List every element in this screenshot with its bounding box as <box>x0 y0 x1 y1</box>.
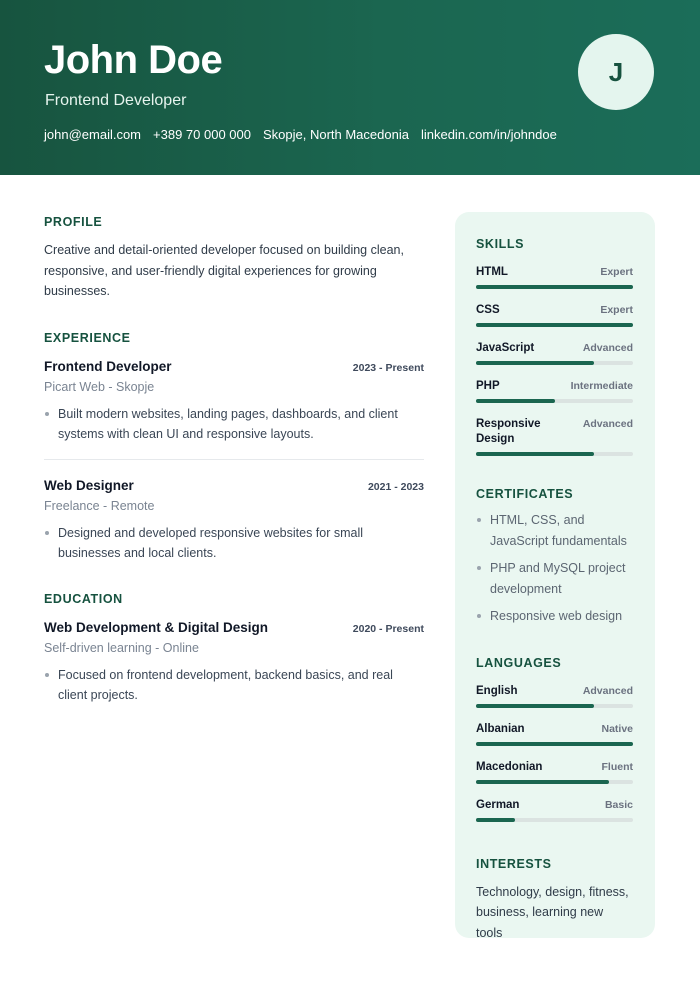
contact-list <box>44 127 557 143</box>
languages-heading: LANGUAGES <box>476 655 562 670</box>
language-bar-fill <box>476 742 633 746</box>
skill-row <box>476 379 633 394</box>
language-row <box>476 722 633 737</box>
interests-section <box>476 856 633 944</box>
language-item <box>476 722 633 746</box>
language-row <box>476 798 633 813</box>
skill-name: CSS <box>476 304 500 316</box>
job-title: Web Designer <box>44 477 134 493</box>
language-level: Basic <box>604 798 633 811</box>
main-column <box>44 214 424 706</box>
language-level: Native <box>601 722 633 735</box>
experience-section <box>44 330 424 564</box>
languages-list <box>476 684 633 822</box>
skill-bar-fill <box>476 361 594 365</box>
language-level: Fluent <box>601 760 633 773</box>
skill-level: Advanced <box>582 418 633 430</box>
skill-name: Responsive Design <box>476 418 541 445</box>
skills-section <box>476 236 633 456</box>
skill-bar-fill <box>476 285 633 289</box>
education-title: Web Development & Digital Design <box>44 619 269 635</box>
profile-text: Creative and detail-oriented developer focused on building clean, responsive, and user-friendly digital experiences for growing businesses. <box>44 243 404 298</box>
skill-bar-fill <box>476 323 633 327</box>
language-bar <box>476 704 633 708</box>
language-bar <box>476 780 633 784</box>
language-name: German <box>476 798 520 811</box>
language-bar <box>476 818 633 822</box>
education-subtitle: Self-driven learning - Online <box>44 640 199 655</box>
skills-heading: SKILLS <box>476 237 525 251</box>
education-heading: EDUCATION <box>44 591 123 606</box>
skill-name: HTML <box>476 266 508 278</box>
language-item <box>476 684 633 708</box>
contact-phone[interactable]: +389 70 000 000 <box>153 127 251 142</box>
skill-item <box>476 303 633 327</box>
certificates-list <box>476 510 633 627</box>
skill-level: Intermediate <box>570 380 633 392</box>
language-name: Macedonian <box>476 760 543 773</box>
language-item <box>476 798 633 822</box>
certificate-item: Responsive web design <box>476 606 633 627</box>
job-description: Designed and developed responsive websites for small businesses and local clients. <box>44 523 424 564</box>
job-date: 2023 - Present <box>352 361 424 374</box>
skill-bar <box>476 361 633 365</box>
skills-list <box>476 265 633 456</box>
job-company: Freelance - Remote <box>44 498 155 513</box>
certificates-heading: CERTIFICATES <box>476 487 574 501</box>
job-company: Picart Web - Skopje <box>44 379 155 394</box>
candidate-name: John Doe <box>44 38 223 82</box>
skill-name: PHP <box>476 380 500 392</box>
skill-item <box>476 379 633 403</box>
education-section <box>44 591 424 706</box>
skill-item <box>476 417 633 456</box>
experience-divider <box>44 459 424 460</box>
skill-bar <box>476 452 633 456</box>
contact-email[interactable]: john@email.com <box>44 127 142 142</box>
education-date: 2020 - Present <box>352 622 424 635</box>
language-level: Advanced <box>582 684 633 697</box>
languages-section <box>476 655 633 822</box>
skill-bar <box>476 323 633 327</box>
experience-item <box>44 477 424 564</box>
avatar <box>578 34 654 110</box>
experience-heading: EXPERIENCE <box>44 330 131 345</box>
contact-location: Skopje, North Macedonia <box>262 127 409 142</box>
skill-row <box>476 265 633 280</box>
job-title: Frontend Developer <box>44 358 172 374</box>
skill-row <box>476 303 633 318</box>
candidate-role: Frontend Developer <box>45 92 187 109</box>
contact-linkedin[interactable]: linkedin.com/in/johndoe <box>420 127 557 142</box>
sidebar <box>455 212 655 938</box>
profile-heading: PROFILE <box>44 215 103 229</box>
certificate-item: PHP and MySQL project development <box>476 558 633 599</box>
skill-row <box>476 341 633 356</box>
skill-bar-fill <box>476 399 555 403</box>
skill-row <box>476 417 633 447</box>
language-bar-fill <box>476 818 515 822</box>
skill-item <box>476 265 633 289</box>
skill-level: Advanced <box>582 342 633 354</box>
skill-name: JavaScript <box>476 342 535 354</box>
language-row <box>476 684 633 699</box>
education-item <box>44 619 424 706</box>
language-row <box>476 760 633 775</box>
skill-level: Expert <box>600 266 633 278</box>
resume-header <box>0 0 700 175</box>
profile-section <box>44 214 424 302</box>
language-item <box>476 760 633 784</box>
skill-bar <box>476 399 633 403</box>
skill-item <box>476 341 633 365</box>
avatar-initial: J <box>608 56 624 87</box>
education-description: Focused on frontend development, backend basics, and real client projects. <box>44 665 424 706</box>
interests-text: Technology, design, fitness, business, learning new tools <box>476 884 629 940</box>
language-bar-fill <box>476 704 594 708</box>
language-name: Albanian <box>476 722 525 735</box>
job-date: 2021 - 2023 <box>367 480 424 493</box>
language-bar-fill <box>476 780 609 784</box>
certificate-item: HTML, CSS, and JavaScript fundamentals <box>476 510 633 551</box>
skill-level: Expert <box>600 304 633 316</box>
certificates-section <box>476 486 633 627</box>
interests-heading: INTERESTS <box>476 856 552 871</box>
experience-item <box>44 358 424 445</box>
language-bar <box>476 742 633 746</box>
job-description: Built modern websites, landing pages, dashboards, and client systems with clean UI and responsive layouts. <box>44 404 424 445</box>
language-name: English <box>476 684 518 697</box>
skill-bar <box>476 285 633 289</box>
skill-bar-fill <box>476 452 594 456</box>
